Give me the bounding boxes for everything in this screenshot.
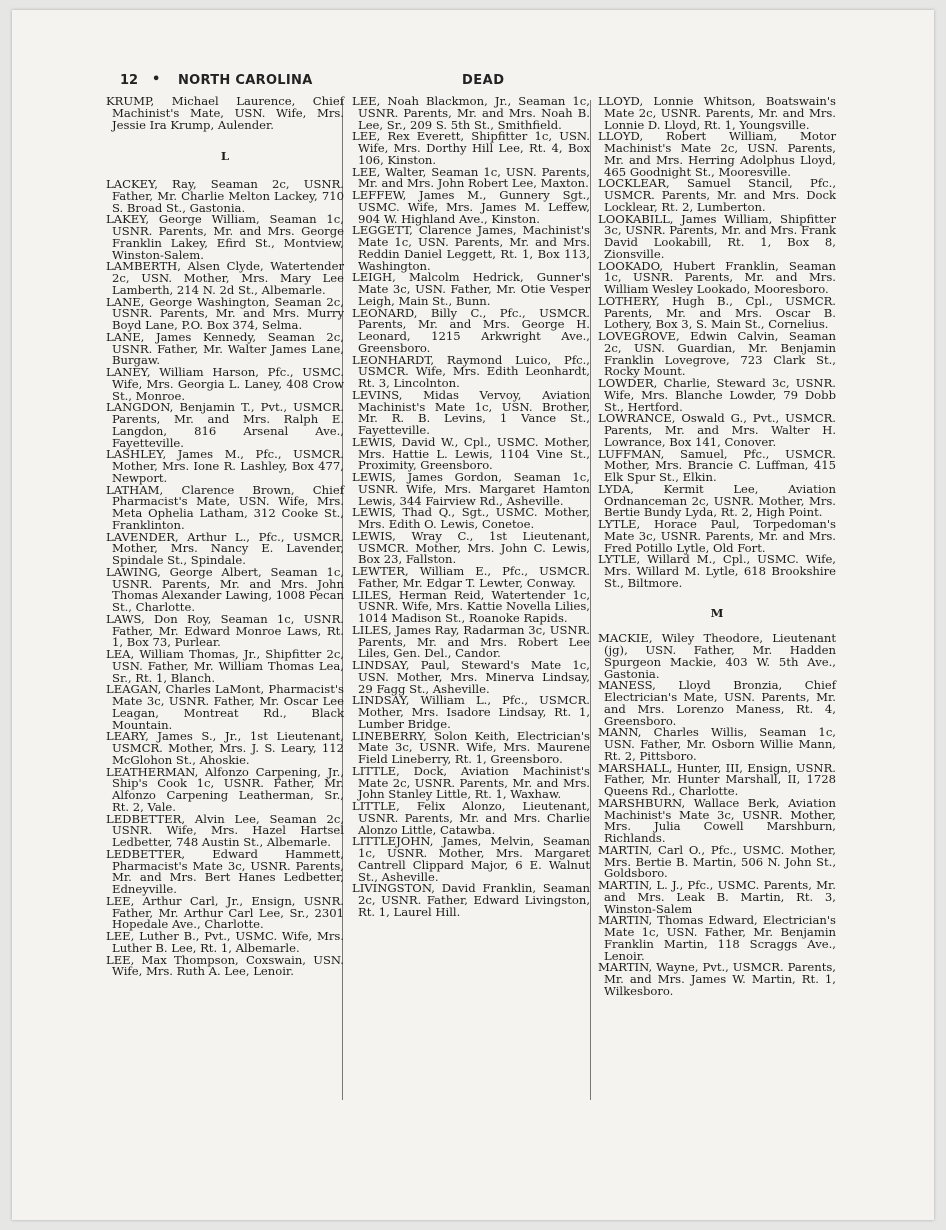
casualty-entry: LYDA, Kermit Lee, Aviation Ordnanceman 2c, USNR. Mother, Mrs. Bertie Bundy Lyda, Rt. 2, High Point. <box>598 481 836 520</box>
casualty-entry: LOVEGROVE, Edwin Calvin, Seaman 2c, USN. Guardian, Mr. Benjamin Franklin Lovegrove, 723 Clark St., Rocky Mount. <box>598 329 836 379</box>
casualty-entry: LEAGAN, Charles LaMont, Pharmacist's Mate 3c, USNR. Father, Mr. Oscar Lee Leagan, Montreat Rd., Black Mountain. <box>106 682 344 732</box>
casualty-entry: MANN, Charles Willis, Seaman 1c, USN. Father, Mr. Osborn Willie Mann, Rt. 2, Pittsboro. <box>598 725 836 763</box>
alphabet-section-letter: M <box>710 605 724 620</box>
casualty-entry: LILES, Herman Reid, Watertender 1c, USNR. Wife, Mrs. Kattie Novella Lilies, 1014 Madison St., Roanoke Rapids. <box>352 587 590 625</box>
casualty-entry: LLOYD, Lonnie Whitson, Boatswain's Mate 2c, USNR. Parents, Mr. and Mrs. Lonnie D. Lloyd, Rt. 1, Youngsville. <box>598 94 836 132</box>
casualty-entry: LEGGETT, Clarence James, Machinist's Mate 1c, USN. Parents, Mr. and Mrs. Reddin Daniel Leggett, Rt. 1, Box 113, Washington. <box>352 223 590 273</box>
casualty-entry: LUFFMAN, Samuel, Pfc., USMCR. Mother, Mrs. Brancie C. Luffman, 415 Elk Spur St., Elkin. <box>598 446 836 484</box>
casualty-entry: LEDBETTER, Alvin Lee, Seaman 2c, USNR. Wife, Mrs. Hazel Hartsel Ledbetter, 748 Austin St., Albemarle. <box>106 811 344 849</box>
casualty-entry: LOWRANCE, Oswald G., Pvt., USMCR. Parents, Mr. and Mrs. Walter H. Lowrance, Box 141, Conover. <box>598 411 836 449</box>
casualty-entry: LINDSAY, William L., Pfc., USMCR. Mother, Mrs. Isadore Lindsay, Rt. 1, Lumber Bridge. <box>352 693 590 731</box>
alphabet-section-letter: L <box>220 149 230 164</box>
casualty-entry: LEONHARDT, Raymond Luico, Pfc., USMCR. Wife, Mrs. Edith Leonhardt, Rt. 3, Lincolnton. <box>352 352 590 390</box>
page-header <box>106 66 846 86</box>
casualty-entry: LEONARD, Billy C., Pfc., USMCR. Parents, Mr. and Mrs. George H. Leonard, 1215 Arkwright Ave., Greensboro. <box>352 305 590 355</box>
casualty-entry: KRUMP, Michael Laurence, Chief Machinist's Mate, USN. Wife, Mrs. Jessie Ira Krump, Aulender. <box>106 94 344 132</box>
casualty-entry: MARTIN, Wayne, Pvt., USMCR. Parents, Mr. and Mrs. James W. Martin, Rt. 1, Wilkesboro. <box>598 960 836 998</box>
casualty-entry: MARTIN, Carl O., Pfc., USMC. Mother, Mrs. Bertie B. Martin, 506 N. John St., Goldsboro. <box>598 842 836 881</box>
casualty-entry: LAMBERTH, Alsen Clyde, Watertender 2c, USN. Mother, Mrs. Mary Lee Lamberth, 214 N. 2d St., Albemarle. <box>106 259 344 297</box>
casualty-entry: LITTLE, Dock, Aviation Machinist's Mate 2c, USNR. Parents, Mr. and Mrs. John Stanley Little, Rt. 1, Waxhaw. <box>352 763 590 802</box>
page-number: 12 <box>120 73 139 88</box>
casualty-entry: LEDBETTER, Edward Hammett, Pharmacist's Mate 3c, USNR. Parents, Mr. and Mrs. Bert Hanes Ledbetter, Edneyville. <box>106 846 344 896</box>
casualty-entry: LEFFEW, James M., Gunnery Sgt., USMC. Wife, Mrs. James M. Leffew, 904 W. Highland Ave., Kinston. <box>352 188 590 226</box>
casualty-entry: LAVENDER, Arthur L., Pfc., USMCR. Mother, Mrs. Nancy E. Lavender, Spindale St., Spindale. <box>106 529 344 567</box>
casualty-entry: LIVINGSTON, David Franklin, Seaman 2c, USNR. Father, Edward Livingston, Rt. 1, Laurel Hill. <box>352 881 590 919</box>
casualty-entry: LOOKADO, Hubert Franklin, Seaman 1c, USNR. Parents, Mr. and Mrs. William Wesley Lookado, Mooresboro. <box>598 258 836 296</box>
casualty-entry: LEWIS, David W., Cpl., USMC. Mother, Mrs. Hattie L. Lewis, 1104 Vine St., Proximity, Greensboro. <box>352 434 590 473</box>
casualty-entry: MACKIE, Wiley Theodore, Lieutenant (jg), USN. Father, Mr. Hadden Spurgeon Mackie, 403 W. 5th Ave., Gastonia. <box>598 631 836 681</box>
casualty-entry: LEE, Rex Everett, Shipfitter 1c, USN. Wife, Mrs. Dorthy Hill Lee, Rt. 4, Box 106, Kinston. <box>352 129 590 167</box>
casualty-entry: LOCKLEAR, Samuel Stancil, Pfc., USMCR. Parents, Mr. and Mrs. Dock Locklear, Rt. 2, Lumberton. <box>598 176 836 214</box>
casualty-entry: LINEBERRY, Solon Keith, Electrician's Mate 3c, USNR. Wife, Mrs. Maurene Field Lineberry, Rt. 1, Greensboro. <box>352 728 590 766</box>
casualty-entry: LLOYD, Robert William, Motor Machinist's Mate 2c, USN. Parents, Mr. and Mrs. Herring Adolphus Lloyd, 465 Goodnight St., Mooresville. <box>598 129 836 179</box>
column-divider <box>590 100 591 1100</box>
casualty-entry: LASHLEY, James M., Pfc., USMCR. Mother, Mrs. Ione R. Lashley, Box 477, Newport. <box>106 447 344 485</box>
casualty-entry: LEIGH, Malcolm Hedrick, Gunner's Mate 3c, USN. Father, Mr. Otie Vesper Leigh, Main St., Bunn. <box>352 270 590 308</box>
casualty-entry: LANEY, William Harson, Pfc., USMC. Wife, Mrs. Georgia L. Laney, 408 Crow St., Monroe. <box>106 365 344 403</box>
casualty-entry: MANESS, Lloyd Bronzia, Chief Electrician's Mate, USN. Parents, Mr. and Mrs. Lorenzo Maness, Rt. 4, Greensboro. <box>598 678 836 728</box>
casualty-entry: LITTLE, Felix Alonzo, Lieutenant, USNR. Parents, Mr. and Mrs. Charlie Alonzo Little, Catawba. <box>352 799 590 837</box>
casualty-entry: LACKEY, Ray, Seaman 2c, USNR. Father, Mr. Charlie Melton Lackey, 710 S. Broad St., Gastonia. <box>106 177 344 215</box>
casualty-entry: LEE, Arthur Carl, Jr., Ensign, USNR. Father, Mr. Arthur Carl Lee, Sr., 2301 Hopedale Ave., Charlotte. <box>106 893 344 932</box>
casualty-entry: MARSHBURN, Wallace Berk, Aviation Machinist's Mate 3c, USNR. Mother, Mrs. Julia Cowell Marshburn, Richlands. <box>598 795 836 845</box>
casualty-entry: LOWDER, Charlie, Steward 3c, USNR. Wife, Mrs. Blanche Lowder, 79 Dobb St., Hertford. <box>598 376 836 414</box>
casualty-entry: LEE, Luther B., Pvt., USMC. Wife, Mrs. Luther B. Lee, Rt. 1, Albemarle. <box>106 929 344 955</box>
casualty-entry: LEWIS, James Gordon, Seaman 1c, USNR. Wife, Mrs. Margaret Hamton Lewis, 344 Fairview Rd., Asheville. <box>352 470 590 508</box>
casualty-entry: LANE, James Kennedy, Seaman 2c, USNR. Father, Mr. Walter James Lane, Burgaw. <box>106 329 344 368</box>
casualty-entry: LOTHERY, Hugh B., Cpl., USMCR. Parents, Mr. and Mrs. Oscar B. Lothery, Box 3, S. Main St., Cornelius. <box>598 293 836 332</box>
casualty-entry: MARTIN, Thomas Edward, Electrician's Mate 1c, USN. Father, Mr. Benjamin Franklin Martin, 118 Scraggs Ave., Lenoir. <box>598 913 836 963</box>
casualty-entry: LEE, Noah Blackmon, Jr., Seaman 1c, USNR. Parents, Mr. and Mrs. Noah B. Lee, Sr., 209 S. 5th St., Smithfield. <box>352 94 590 132</box>
casualty-entry: LEVINS, Midas Vervoy, Aviation Machinist's Mate 1c, USN. Brother, Mr. R. B. Levins, 1 Vance St., Fayetteville. <box>352 387 590 437</box>
casualty-entry: LANGDON, Benjamin T., Pvt., USMCR. Parents, Mr. and Mrs. Ralph E. Langdon, 816 Arsenal Ave., Fayetteville. <box>106 400 344 450</box>
casualty-entry: LINDSAY, Paul, Steward's Mate 1c, USN. Mother, Mrs. Minerva Lindsay, 29 Fagg St., Asheville. <box>352 658 590 696</box>
casualty-entry: LEWIS, Thad Q., Sgt., USMC. Mother, Mrs. Edith O. Lewis, Conetoe. <box>352 505 590 531</box>
casualty-entry: LOOKABILL, James William, Shipfitter 3c, USNR. Parents, Mr. and Mrs. Frank David Lookabill, Rt. 1, Box 8, Zionsville. <box>598 211 836 261</box>
casualty-entry: LILES, James Ray, Radarman 3c, USNR. Parents, Mr. and Mrs. Robert Lee Liles, Gen. Del., Candor. <box>352 622 590 661</box>
casualty-entry: LITTLEJOHN, James, Melvin, Seaman 1c, USNR. Mother, Mrs. Margaret Cantrell Clippard Major, 6 E. Walnut St., Asheville. <box>352 834 590 884</box>
casualty-entry: LEATHERMAN, Alfonzo Carpening, Jr., Ship's Cook 1c, USNR. Father, Mr. Alfonzo Carpening Leatherman, Sr., Rt. 2, Vale. <box>106 764 344 814</box>
casualty-entry: LEWTER, William E., Pfc., USMCR. Father, Mr. Edgar T. Lewter, Conway. <box>352 564 590 590</box>
casualty-entry: LAWING, George Albert, Seaman 1c, USNR. Parents, Mr. and Mrs. John Thomas Alexander Lawing, 1008 Pecan St., Charlotte. <box>106 564 344 614</box>
casualty-entry: LEE, Max Thompson, Coxswain, USN. Wife, Mrs. Ruth A. Lee, Lenoir. <box>106 952 344 979</box>
casualty-entry: LANE, George Washington, Seaman 2c, USNR. Parents, Mr. and Mrs. Murry Boyd Lane, P.O. Box 374, Selma. <box>106 294 344 332</box>
casualty-entry: LYTLE, Willard M., Cpl., USMC. Wife, Mrs. Willard M. Lytle, 618 Brookshire St., Biltmore. <box>598 552 836 590</box>
state-heading: NORTH CAROLINA <box>178 73 313 88</box>
casualty-entry: LEARY, James S., Jr., 1st Lieutenant, USMCR. Mother, Mrs. J. S. Leary, 112 McGlohon St., Ahoskie. <box>106 729 344 767</box>
casualty-entry: LAWS, Don Roy, Seaman 1c, USNR. Father, Mr. Edward Monroe Laws, Rt. 1, Box 73, Purlear. <box>106 611 344 650</box>
column-2 <box>352 96 590 919</box>
casualty-entry: LAKEY, George William, Seaman 1c, USNR. Parents, Mr. and Mrs. George Franklin Lakey, Efird St., Montview, Winston-Salem. <box>106 212 344 262</box>
casualty-entry: LEWIS, Wray C., 1st Lieutenant, USMCR. Mother, Mrs. John C. Lewis, Box 23, Fallston. <box>352 528 590 567</box>
casualty-entry: LEE, Walter, Seaman 1c, USN. Parents, Mr. and Mrs. John Robert Lee, Maxton. <box>352 164 590 191</box>
column-1 <box>106 96 344 978</box>
section-heading: DEAD <box>462 73 505 88</box>
casualty-entry: LATHAM, Clarence Brown, Chief Pharmacist's Mate, USN. Wife, Mrs. Meta Ophelia Latham, 312 Cooke St., Franklinton. <box>106 482 344 532</box>
casualty-entry: MARSHALL, Hunter, III, Ensign, USNR. Father, Mr. Hunter Marshall, II, 1728 Queens Rd., Charlotte. <box>598 760 836 798</box>
casualty-entry: LEA, William Thomas, Jr., Shipfitter 2c, USN. Father, Mr. William Thomas Lea, Sr., Rt. 1, Blanch. <box>106 647 344 685</box>
casualty-entry: MARTIN, L. J., Pfc., USMC. Parents, Mr. and Mrs. Leak B. Martin, Rt. 3, Winston-Salem <box>598 878 836 916</box>
column-3 <box>598 96 836 998</box>
header-bullet: • <box>152 72 161 87</box>
casualty-entry: LYTLE, Horace Paul, Torpedoman's Mate 3c, USNR. Parents, Mr. and Mrs. Fred Potillo Lytle, Old Fort. <box>598 517 836 555</box>
